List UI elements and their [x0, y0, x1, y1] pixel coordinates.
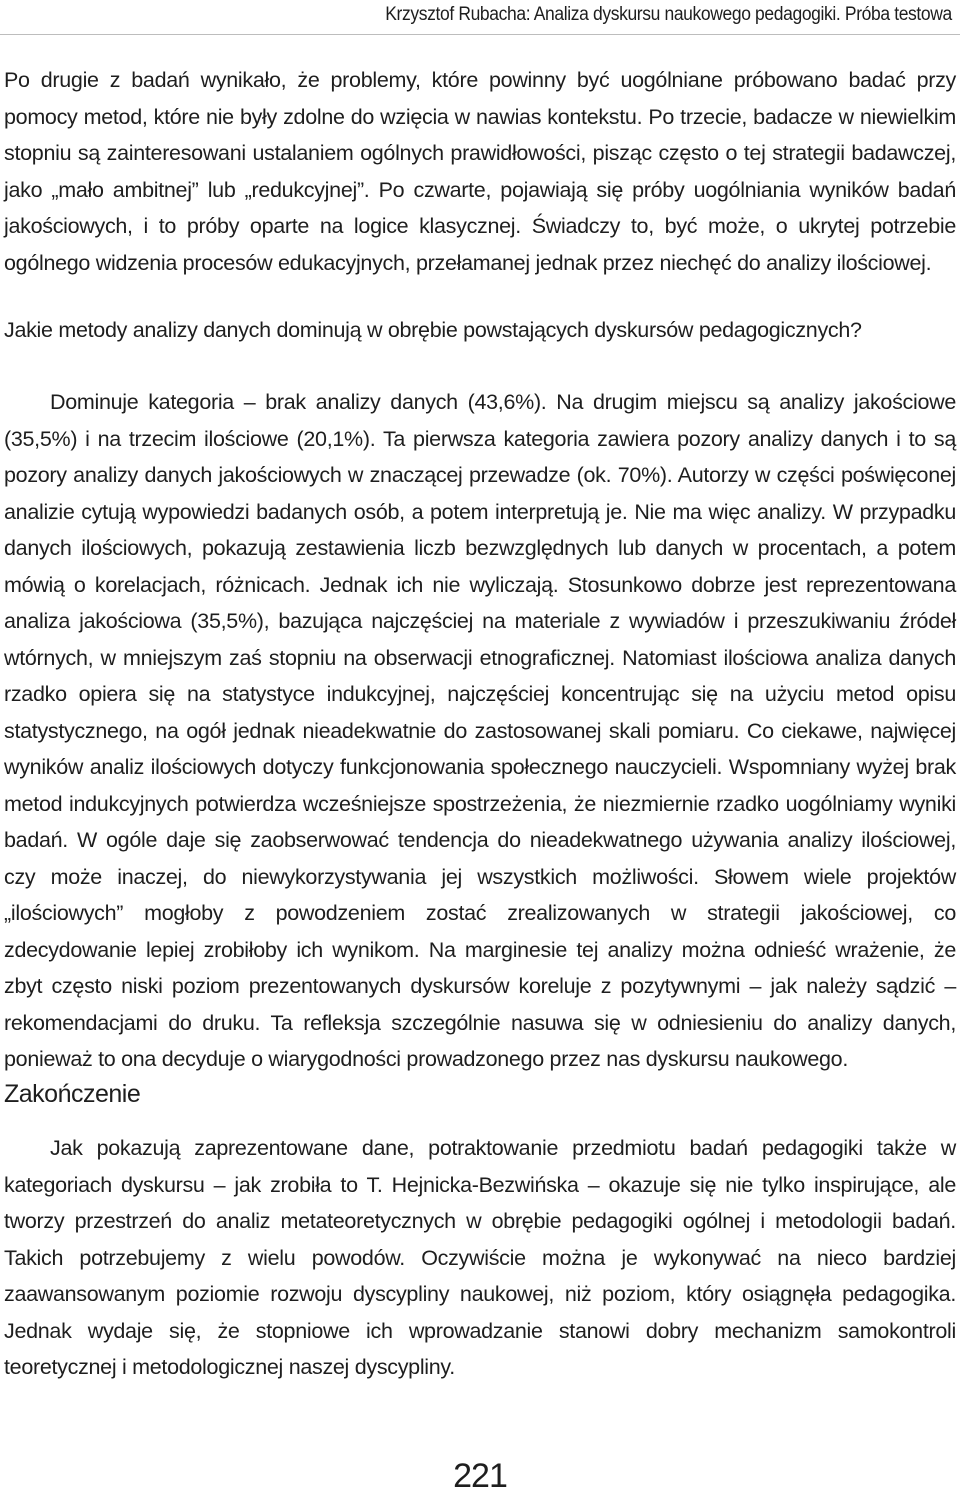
section-heading-conclusion: Zakończenie — [4, 1080, 141, 1108]
paragraph-findings: Po drugie z badań wynikało, że problemy, które powinny być uogólniane próbowano badać przy pomocy metod, które nie były zdolne do wzięcia w nawias kontekstu. Po trzecie, badacze w niewielkim stopniu są zainteresowani ustalaniem ogólnych prawidłowości, pisząc często o tej strategii badawczej, jako „mało ambitnej” lub „redukcyjnej”. Po czwarte, pojawiają się próby uogólniania wyników badań jakościowych, i to próby oparte na logice klasycznej. Świadczy to, być może, o ukrytej potrzebie ogólnego widzenia procesów edukacyjnych, przełamanej jednak przez niechęć do analizy ilościowej. — [4, 68, 956, 275]
paragraph-conclusion: Jak pokazują zaprezentowane dane, potraktowanie przedmiotu badań pedagogiki także w kategoriach dyskursu – jak zrobiła to T. Hejnicka-Bezwińska – okazuje się nie tylko inspirujące, ale tworzy przestrzeń do analiz metateoretycznych w obrębie pedagogiki ogólnej i metodologii badań. Takich potrzebujemy z wielu powodów. Oczywiście można je wykonywać na nieco bardziej zaawansowanym poziomie rozwoju dyscypliny naukowej, niż poziom, który osiągnęła pedagogika. Jednak wydaje się, że stopniowe ich wprowadzanie stanowi dobry mechanizm samokontroli teoretycznej i metodologicznej naszej dyscypliny. — [4, 1136, 956, 1379]
running-header: Krzysztof Rubacha: Analiza dyskursu naukowego pedagogiki. Próba testowa — [385, 4, 952, 25]
paragraph-question: Jakie metody analizy danych dominują w obrębie powstających dyskursów pedagogicznych? — [4, 318, 862, 342]
paragraph-data-analysis: Dominuje kategoria – brak analizy danych (43,6%). Na drugim miejscu są analizy jakościowe (35,5%) i na trzecim ilościowe (20,1%). Ta pierwsza kategoria zawiera pozory analizy danych i to są pozory analizy danych jakościowych w znaczącej przewadze (ok. 70%). Autorzy w części poświęconej analizie cytują wypowiedzi badanych osób, a potem interpretują je. Nie ma więc analizy. W przypadku danych ilościowych, pokazują zestawienia liczb bezwzględnych lub danych w procentach, a potem mówią o korelacjach, różnicach. Jednak ich nie wyliczają. Stosunkowo dobrze jest reprezentowana analiza jakościowa (35,5%), bazująca najczęściej na materiale z wywiadów i przeszukiwaniu źródeł wtórnych, w mniejszym zaś stopniu na obserwacji etnograficznej. Natomiast ilościowa analiza danych rzadko opiera się na statystyce indukcyjnej, najczęściej koncentrując się na użyciu metod opisu statystycznego, na ogół jednak nieadekwatnie do zastosowanej skali pomiaru. Co ciekawe, najwięcej wyników analiz ilościowych dotyczy funkcjonowania społecznego nauczycieli. Wspomniany wyżej brak metod indukcyjnych potwierdza wcześniejsze spostrzeżenia, że niezmiernie rzadko uogólniamy wyniki badań. W ogóle daje się zaobserwować tendencja do nieadekwatnego używania analizy ilościowej, czy może inaczej, do niewykorzystywania jej wszystkich możliwości. Słowem wiele projektów „ilościowych” mogłoby z powodzeniem zostać zrealizowanych w strategii jakościowej, co zdecydowanie lepiej zrobiłoby ich wynikom. Na marginesie tej analizy można odnieść wrażenie, że zbyt często niski poziom prezentowanych dyskursów koreluje z pozytywnymi – jak należy sądzić – rekomendacjami do druku. Ta refleksja szczególnie nasuwa się w odniesieniu do analizy danych, ponieważ to ona decyduje o wiarygodności prowadzonego przez nas dyskursu naukowego. — [4, 390, 956, 1071]
page-number: 221 — [453, 1457, 507, 1495]
header-divider — [0, 34, 960, 35]
